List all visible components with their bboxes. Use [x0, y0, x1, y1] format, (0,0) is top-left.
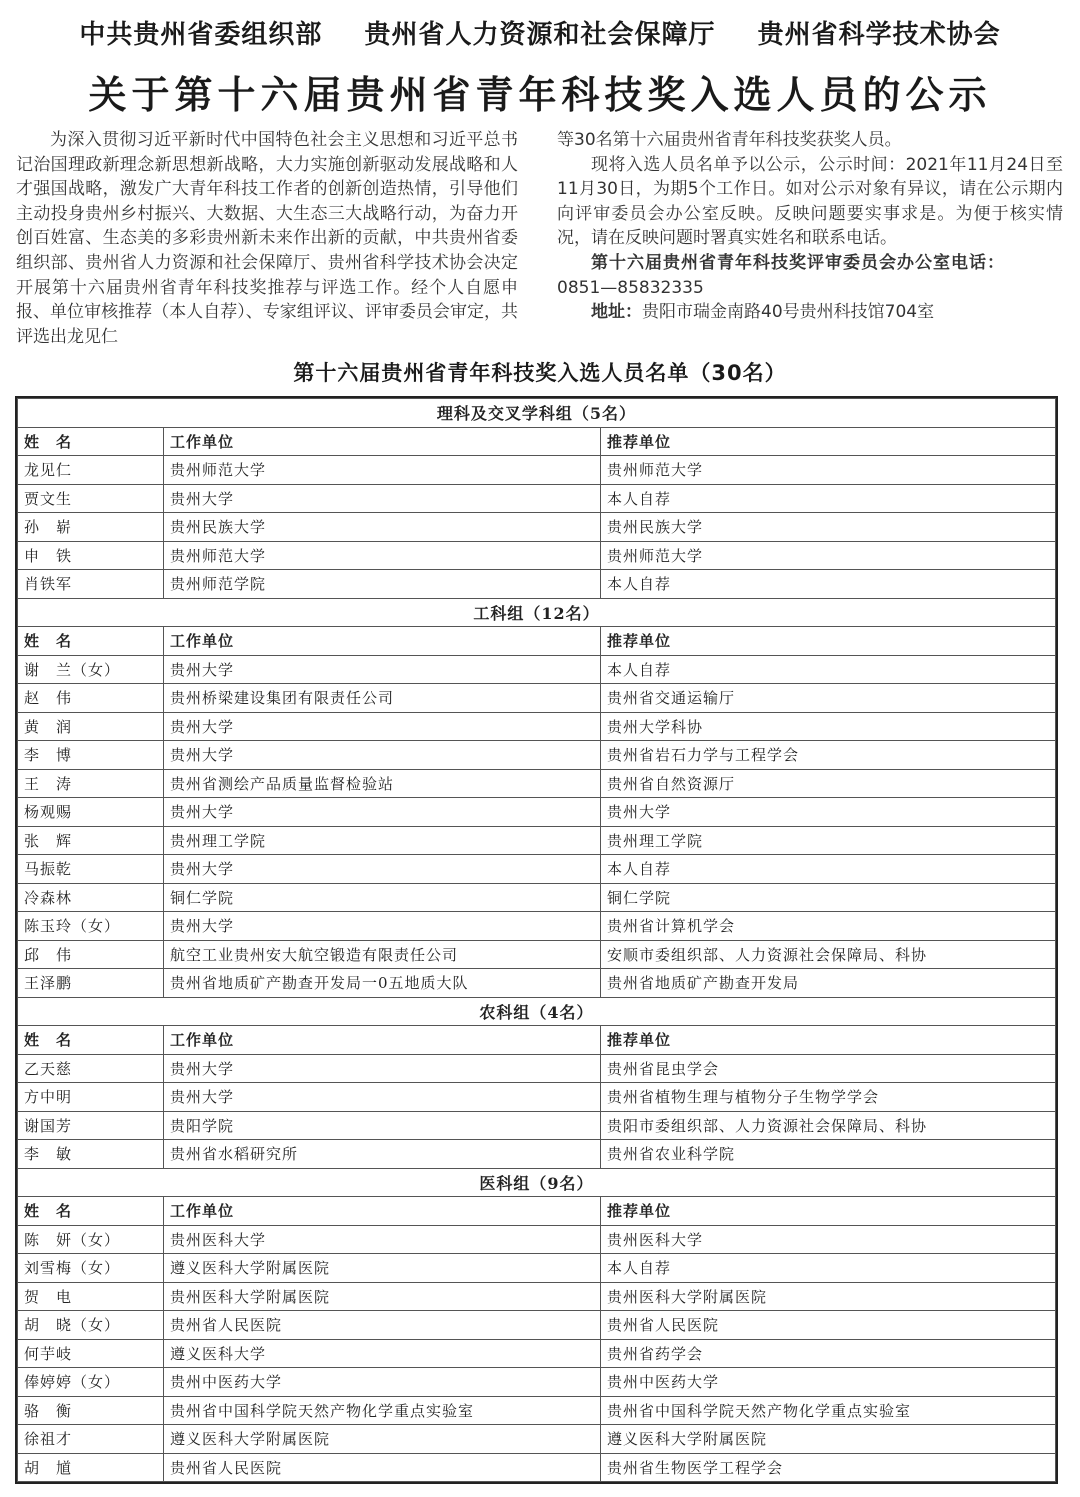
- recommending-unit: 贵州民族大学: [601, 513, 1056, 542]
- table-row: [18, 969, 1056, 998]
- recommending-unit: 贵阳市委组织部、人力资源社会保障局、科协: [601, 1111, 1056, 1140]
- work-unit: 遵义医科大学: [164, 1339, 601, 1368]
- work-unit: 贵州省测绘产品质量监督检验站: [164, 769, 601, 798]
- group-title: 理科及交叉学科组（5名）: [18, 399, 1056, 428]
- recommending-unit: 贵州师范大学: [601, 456, 1056, 485]
- column-header-name: 姓 名: [18, 427, 164, 456]
- group-header-row: [18, 399, 1056, 428]
- intro-left-column: [16, 128, 518, 349]
- awardee-table: [15, 396, 1058, 1484]
- recommending-unit: 贵州省人民医院: [601, 1311, 1056, 1340]
- recommending-unit: 本人自荐: [601, 855, 1056, 884]
- awardee-name: 骆 衡: [18, 1396, 164, 1425]
- recommending-unit: 安顺市委组织部、人力资源社会保障局、科协: [601, 940, 1056, 969]
- column-header-unit: 工作单位: [164, 1026, 601, 1055]
- awardee-name: 邱 伟: [18, 940, 164, 969]
- table-row: [18, 1311, 1056, 1340]
- work-unit: 贵州师范大学: [164, 456, 601, 485]
- recommending-unit: 本人自荐: [601, 1254, 1056, 1283]
- work-unit: 贵州医科大学: [164, 1225, 601, 1254]
- recommending-unit: 贵州大学科协: [601, 712, 1056, 741]
- recommending-unit: 贵州省农业科学院: [601, 1140, 1056, 1169]
- awardee-name: 陈 妍（女）: [18, 1225, 164, 1254]
- table-row: [18, 570, 1056, 599]
- awardee-name: 胡 晓（女）: [18, 1311, 164, 1340]
- column-header-name: 姓 名: [18, 627, 164, 656]
- awardee-name: 乙天慈: [18, 1054, 164, 1083]
- recommending-unit: 本人自荐: [601, 484, 1056, 513]
- work-unit: 贵州省人民医院: [164, 1453, 601, 1482]
- work-unit: 贵州大学: [164, 484, 601, 513]
- work-unit: 贵州省水稻研究所: [164, 1140, 601, 1169]
- table-row: [18, 883, 1056, 912]
- column-header-recommender: 推荐单位: [601, 1197, 1056, 1226]
- recommending-unit: 本人自荐: [601, 655, 1056, 684]
- column-header-name: 姓 名: [18, 1026, 164, 1055]
- awardee-name: 谢国芳: [18, 1111, 164, 1140]
- awardee-name: 赵 伟: [18, 684, 164, 713]
- awardee-name: 龙见仁: [18, 456, 164, 485]
- table-row: [18, 712, 1056, 741]
- recommending-unit: 贵州省生物医学工程学会: [601, 1453, 1056, 1482]
- office-phone-label: 第十六届贵州省青年科技奖评审委员会办公室电话：: [591, 252, 1005, 273]
- work-unit: 贵州大学: [164, 712, 601, 741]
- work-unit: 贵州大学: [164, 912, 601, 941]
- recommending-unit: 贵州省昆虫学会: [601, 1054, 1056, 1083]
- work-unit: 贵州师范学院: [164, 570, 601, 599]
- recommending-unit: 贵州医科大学: [601, 1225, 1056, 1254]
- work-unit: 贵州省人民医院: [164, 1311, 601, 1340]
- recommending-unit: 贵州省岩石力学与工程学会: [601, 741, 1056, 770]
- work-unit: 贵州大学: [164, 798, 601, 827]
- work-unit: 贵州民族大学: [164, 513, 601, 542]
- work-unit: 铜仁学院: [164, 883, 601, 912]
- awardee-name: 贾文生: [18, 484, 164, 513]
- group-header-row: [18, 1168, 1056, 1197]
- intro-paragraph-continued: 等30名第十六届贵州省青年科技奖获奖人员。: [557, 130, 902, 150]
- recommending-unit: 贵州省植物生理与植物分子生物学学会: [601, 1083, 1056, 1112]
- issuing-organizations: [0, 14, 1080, 51]
- table-row: [18, 1282, 1056, 1311]
- table-row: [18, 1111, 1056, 1140]
- work-unit: 贵州师范大学: [164, 541, 601, 570]
- awardee-name: 肖铁军: [18, 570, 164, 599]
- work-unit: 贵州医科大学附属医院: [164, 1282, 601, 1311]
- awardee-name: 李 博: [18, 741, 164, 770]
- awardee-name: 俸婷婷（女）: [18, 1368, 164, 1397]
- recommending-unit: 贵州省交通运输厅: [601, 684, 1056, 713]
- recommending-unit: 贵州师范大学: [601, 541, 1056, 570]
- table-row: [18, 541, 1056, 570]
- intro-right-column: [557, 128, 1063, 325]
- work-unit: 遵义医科大学附属医院: [164, 1254, 601, 1283]
- list-title: 第十六届贵州省青年科技奖入选人员名单（30名）: [293, 361, 787, 385]
- org-name: 贵州省人力资源和社会保障厅: [364, 20, 716, 50]
- office-address: [557, 300, 1063, 325]
- recommending-unit: 本人自荐: [601, 570, 1056, 599]
- group-title: 农科组（4名）: [18, 997, 1056, 1026]
- table-row: [18, 1368, 1056, 1397]
- table-row: [18, 1453, 1056, 1482]
- awardee-name: 黄 润: [18, 712, 164, 741]
- table-row: [18, 940, 1056, 969]
- awardee-name: 李 敏: [18, 1140, 164, 1169]
- column-header-unit: 工作单位: [164, 427, 601, 456]
- table-row: [18, 1225, 1056, 1254]
- awardee-name: 王泽鹏: [18, 969, 164, 998]
- announcement-period-paragraph: 现将入选人员名单予以公示，公示时间：2021年11月24日至11月30日，为期5个工作日。如对公示对象有异议，请在公示期内向评审委员会办公室反映。反映问题要实事求是。为便于核实情况，请在反映问题时署真实姓名和联系电话。: [557, 154, 1063, 249]
- recommending-unit: 遵义医科大学附属医院: [601, 1425, 1056, 1454]
- recommending-unit: 贵州中医药大学: [601, 1368, 1056, 1397]
- table-row: [18, 1083, 1056, 1112]
- org-name: 中共贵州省委组织部: [79, 20, 323, 50]
- group-header-row: [18, 598, 1056, 627]
- table-row: [18, 912, 1056, 941]
- work-unit: 贵州中医药大学: [164, 1368, 601, 1397]
- recommending-unit: 贵州省中国科学院天然产物化学重点实验室: [601, 1396, 1056, 1425]
- awardee-name: 王 涛: [18, 769, 164, 798]
- awardee-name: 何芋岐: [18, 1339, 164, 1368]
- table-row: [18, 1396, 1056, 1425]
- column-header-unit: 工作单位: [164, 1197, 601, 1226]
- work-unit: 贵州省中国科学院天然产物化学重点实验室: [164, 1396, 601, 1425]
- column-header-recommender: 推荐单位: [601, 427, 1056, 456]
- awardee-name: 刘雪梅（女）: [18, 1254, 164, 1283]
- awardee-name: 孙 崭: [18, 513, 164, 542]
- awardee-name: 方中明: [18, 1083, 164, 1112]
- work-unit: 贵州大学: [164, 855, 601, 884]
- table-row: [18, 855, 1056, 884]
- group-title: 医科组（9名）: [18, 1168, 1056, 1197]
- work-unit: 遵义医科大学附属医院: [164, 1425, 601, 1454]
- column-header-row: [18, 1197, 1056, 1226]
- table-row: [18, 1254, 1056, 1283]
- column-header-row: [18, 427, 1056, 456]
- table-row: [18, 684, 1056, 713]
- awardee-name: 谢 兰（女）: [18, 655, 164, 684]
- awardee-name: 申 铁: [18, 541, 164, 570]
- awardee-name: 冷森林: [18, 883, 164, 912]
- work-unit: 贵州大学: [164, 1054, 601, 1083]
- work-unit: 贵州大学: [164, 1083, 601, 1112]
- awardee-name: 胡 馗: [18, 1453, 164, 1482]
- table-row: [18, 1425, 1056, 1454]
- table-row: [18, 798, 1056, 827]
- awardee-name: 杨观赐: [18, 798, 164, 827]
- address-label: 地址：: [591, 302, 642, 323]
- table-row: [18, 484, 1056, 513]
- org-name: 贵州省科学技术协会: [757, 20, 1001, 50]
- address-text: 贵阳市瑞金南路40号贵州科技馆704室: [642, 302, 935, 323]
- work-unit: 贵州大学: [164, 655, 601, 684]
- table-row: [18, 741, 1056, 770]
- column-header-unit: 工作单位: [164, 627, 601, 656]
- table-row: [18, 456, 1056, 485]
- column-header-name: 姓 名: [18, 1197, 164, 1226]
- recommending-unit: 铜仁学院: [601, 883, 1056, 912]
- work-unit: 贵州省地质矿产勘查开发局一0五地质大队: [164, 969, 601, 998]
- recommending-unit: 贵州省计算机学会: [601, 912, 1056, 941]
- table-row: [18, 655, 1056, 684]
- work-unit: 航空工业贵州安大航空锻造有限责任公司: [164, 940, 601, 969]
- awardee-table-body: [18, 399, 1056, 1482]
- recommending-unit: 贵州大学: [601, 798, 1056, 827]
- recommending-unit: 贵州省地质矿产勘查开发局: [601, 969, 1056, 998]
- office-phone-number: 0851—85832335: [557, 277, 704, 298]
- recommending-unit: 贵州省自然资源厅: [601, 769, 1056, 798]
- recommending-unit: 贵州省药学会: [601, 1339, 1056, 1368]
- table-row: [18, 1140, 1056, 1169]
- awardee-name: 贺 电: [18, 1282, 164, 1311]
- awardee-name: 张 辉: [18, 826, 164, 855]
- work-unit: 贵州桥梁建设集团有限责任公司: [164, 684, 601, 713]
- awardee-name: 马振乾: [18, 855, 164, 884]
- page-title: 关于第十六届贵州省青年科技奖入选人员的公示: [88, 73, 992, 117]
- work-unit: 贵阳学院: [164, 1111, 601, 1140]
- group-title: 工科组（12名）: [18, 598, 1056, 627]
- column-header-row: [18, 1026, 1056, 1055]
- awardee-name: 徐祖才: [18, 1425, 164, 1454]
- recommending-unit: 贵州医科大学附属医院: [601, 1282, 1056, 1311]
- table-row: [18, 826, 1056, 855]
- recommending-unit: 贵州理工学院: [601, 826, 1056, 855]
- column-header-recommender: 推荐单位: [601, 1026, 1056, 1055]
- table-row: [18, 1054, 1056, 1083]
- awardee-name: 陈玉玲（女）: [18, 912, 164, 941]
- group-header-row: [18, 997, 1056, 1026]
- work-unit: 贵州理工学院: [164, 826, 601, 855]
- intro-paragraph: 为深入贯彻习近平新时代中国特色社会主义思想和习近平总书记治国理政新理念新思想新战略，大力实施创新驱动发展战略和人才强国战略，激发广大青年科技工作者的创新创造热情，引导他们主动投身贵州乡村振兴、大数据、大生态三大战略行动，为奋力开创百姓富、生态美的多彩贵州新未来作出新的贡献，中共贵州省委组织部、贵州省人力资源和社会保障厅、贵州省科学技术协会决定开展第十六届贵州省青年科技奖推荐与评选工作。经个人自愿申报、单位审核推荐（本人自荐）、专家组评议、评审委员会审定，共评选出龙见仁: [16, 130, 518, 347]
- table-row: [18, 513, 1056, 542]
- table-row: [18, 1339, 1056, 1368]
- column-header-row: [18, 627, 1056, 656]
- work-unit: 贵州大学: [164, 741, 601, 770]
- column-header-recommender: 推荐单位: [601, 627, 1056, 656]
- table-row: [18, 769, 1056, 798]
